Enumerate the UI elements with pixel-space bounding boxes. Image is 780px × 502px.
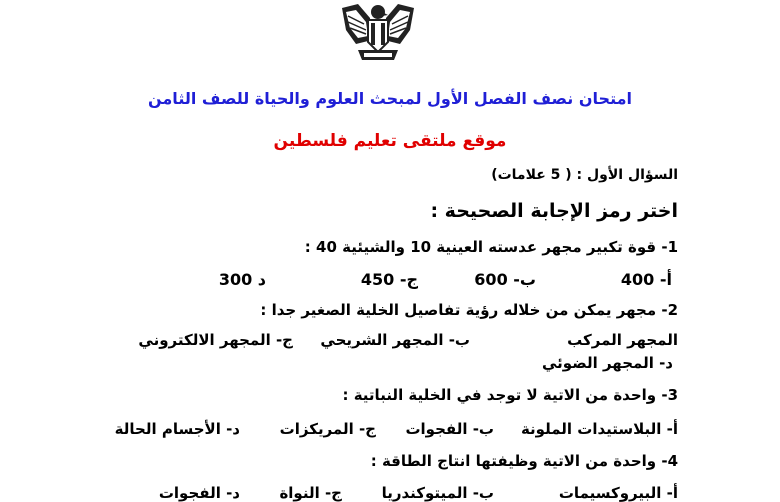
q4-option-c: ج- النواة <box>279 484 342 502</box>
q4-option-a: أ- البيروكسيمات <box>558 484 678 502</box>
q3-option-a: أ- البلاستيدات الملونة <box>520 420 678 438</box>
q4-option-d: د- الفجوات <box>158 484 240 502</box>
question-3: 3- واحدة من الاتية لا توجد في الخلية النباتية : <box>342 386 678 404</box>
eagle-emblem-icon <box>336 0 420 68</box>
instruction: اختر رمز الإجابة الصحيحة : <box>430 200 678 222</box>
q2-option-c: ج- المجهر الالكتروني <box>138 331 293 349</box>
q3-option-d: د- الأجسام الحالة <box>114 420 240 438</box>
q1-option-b: ب- 600 <box>474 270 536 289</box>
q3-option-c: ج- المريكزات <box>279 420 376 438</box>
q2-option-b: ب- المجهر الشريحي <box>320 331 470 349</box>
q2-option-d: د- المجهر الضوئي <box>541 354 673 372</box>
question-2: 2- مجهر يمكن من خلاله رؤية تفاصيل الخلية الصغير جدا : <box>260 301 678 319</box>
exam-title: امتحان نصف الفصل الأول لمبحث العلوم والحياة للصف الثامن <box>148 89 632 108</box>
question-1: 1- قوة تكبير مجهر عدسته العينية 10 والشيئية 40 : <box>304 238 678 256</box>
q2-option-a: المجهر المركب <box>567 331 678 349</box>
q4-option-b: ب- الميتوكندريا <box>381 484 494 502</box>
site-name: موقع ملتقى تعليم فلسطين <box>273 131 507 151</box>
q1-option-d: د 300 <box>218 270 266 289</box>
question-heading: السؤال الأول : ( 5 علامات) <box>491 167 678 183</box>
q3-option-b: ب- الفجوات <box>405 420 494 438</box>
question-4: 4- واحدة من الاتية وظيفتها انتاج الطاقة : <box>370 452 678 470</box>
q1-option-c: ج- 450 <box>360 270 418 289</box>
q1-option-a: أ- 400 <box>620 270 672 289</box>
